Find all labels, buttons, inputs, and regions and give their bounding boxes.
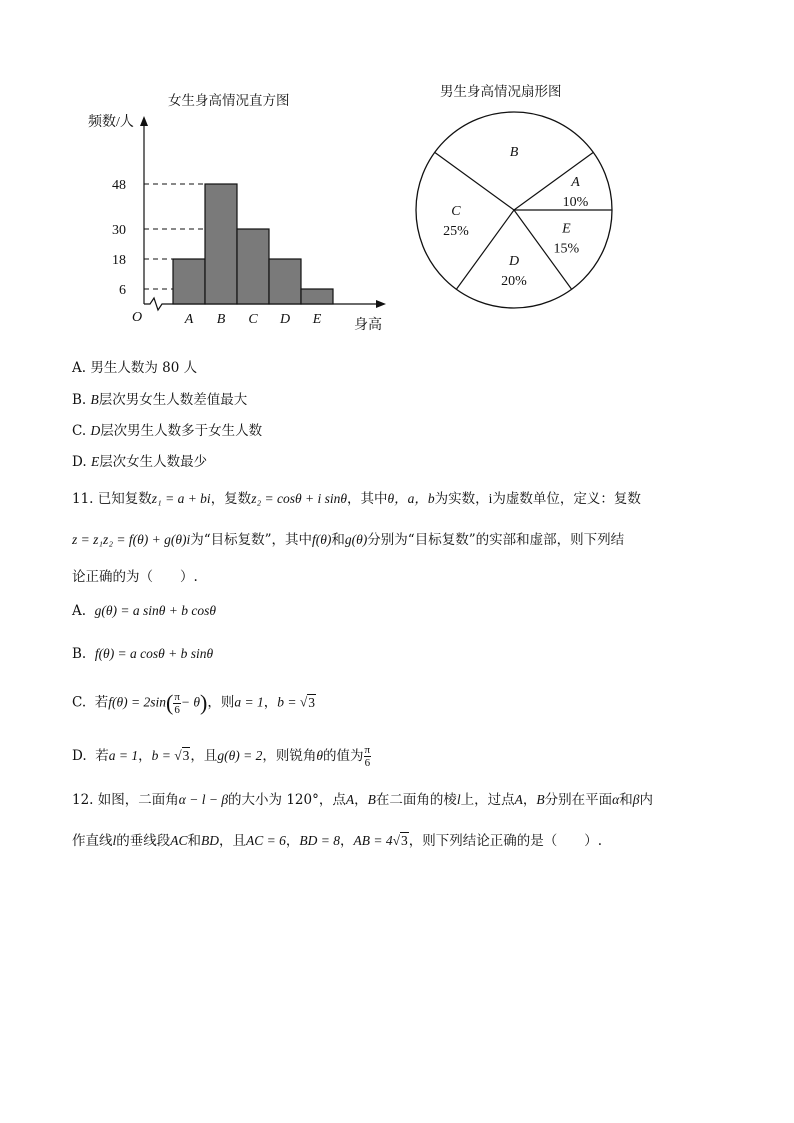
q11-option-d: D. 若a = 1，b = √3，且g(θ) = 2，则锐角θ的值为 $\frac{\pi}{6}$ <box>72 744 371 770</box>
q10-option-b: B. B层次男女生人数差值最大 <box>72 392 248 408</box>
q11-stem-line1: 11. 已知复数z₁ = a + bi，复数z₂ = cosθ + i sinθ，其中θ，a，b为实数，i为虚数单位，定义：复数 <box>72 491 641 507</box>
pie-chart <box>408 100 623 310</box>
slice-label-A: A <box>571 175 580 191</box>
q11-c-sqrt: √3 <box>299 694 315 710</box>
y-tick-18: 18 <box>112 253 126 268</box>
q11-c-fraction: $\frac{\pi}{6}$ <box>174 690 180 716</box>
slice-label-C: C <box>451 204 461 220</box>
q10-option-c: C. D层次男生人数多于女生人数 <box>72 423 263 439</box>
y-tick-6: 6 <box>119 283 126 298</box>
origin-label: O <box>132 310 143 325</box>
slice-label-E: E <box>562 221 571 237</box>
pie-title: 男生身高情况扇形图 <box>440 84 562 100</box>
q12-stem-line1: 12. 如图，二面角α − l − β的大小为 120°，点A，B在二面角的棱l上，过点A，B分别在平面α和β内 <box>72 792 653 808</box>
q12-sqrt: √3 <box>392 833 408 848</box>
x-tick-E: E <box>312 312 322 327</box>
y-tick-30: 30 <box>112 223 126 238</box>
x-tick-B: B <box>216 312 226 327</box>
q11-d-sqrt: √3 <box>174 748 190 764</box>
bar-E <box>301 289 333 304</box>
x-axis-arrow <box>376 300 386 308</box>
q12-stem-line2: 作直线l的垂线段AC和BD，且AC = 6，BD = 8，AB = 4√3，则下列结论正确的是（ ）. <box>72 833 603 849</box>
y-axis-arrow <box>140 116 148 126</box>
q10-option-d: D. E层次女生人数最少 <box>72 454 208 470</box>
slice-label-D: D <box>508 253 520 269</box>
slice-label-B: B <box>509 145 519 161</box>
bar-B <box>205 184 237 304</box>
q11-stem-line2: z = z₁z₂ = f(θ) + g(θ)i为“目标复数”，其中f(θ)和g(θ)分别为“目标复数”的实部和虚部，则下列结 <box>72 532 625 548</box>
q11-stem-line3: 论正确的为（ ）. <box>72 569 198 585</box>
q11-option-a: A. g(θ) = a sinθ + b cosθ <box>72 603 216 619</box>
x-tick-A: A <box>184 312 194 327</box>
q10-option-a: A. 男生人数为 80 人 <box>72 360 198 376</box>
x-tick-D: D <box>279 312 291 327</box>
y-tick-48: 48 <box>112 178 126 193</box>
q11-option-b: B. f(θ) = a cosθ + b sinθ <box>72 646 214 662</box>
bar-D <box>269 259 301 304</box>
slice-percent-C: 25% <box>443 224 469 240</box>
y-axis-label: 频数/人 <box>88 115 134 130</box>
slice-percent-E: 15% <box>553 241 580 257</box>
q11-d-fraction: $\frac{\pi}{6}$ <box>364 744 371 770</box>
slice-percent-A: 10% <box>562 195 589 211</box>
bar-C <box>237 229 269 304</box>
histogram-title: 女生身高情况直方图 <box>168 93 290 109</box>
q11-option-c: C. 若f(θ) = 2sin( $\frac{\pi}{6}$ − θ)，则a = 1，b = √3 <box>72 690 315 716</box>
x-tick-C: C <box>248 312 258 327</box>
slice-percent-D: 20% <box>501 273 527 289</box>
x-axis-label: 身高 <box>354 318 382 333</box>
bar-A <box>173 259 205 304</box>
histogram-chart <box>80 108 400 340</box>
